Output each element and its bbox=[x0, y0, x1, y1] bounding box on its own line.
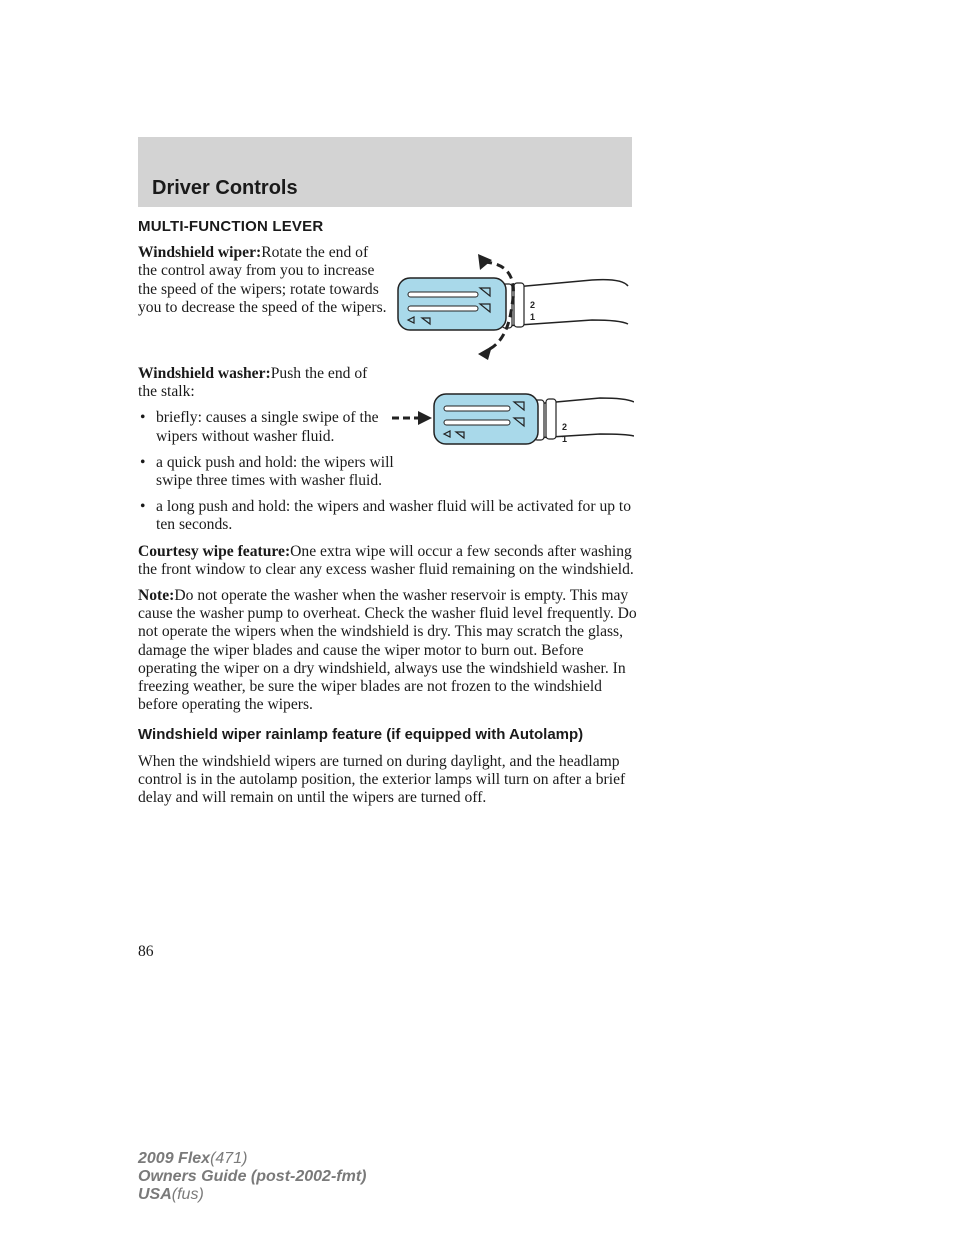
washer-bullet-list bbox=[138, 409, 638, 534]
note-label: Note: bbox=[138, 587, 175, 605]
footer bbox=[138, 1150, 366, 1204]
speed-mark-1: 1 bbox=[530, 312, 536, 322]
courtesy-paragraph bbox=[138, 543, 638, 579]
page-number: 86 bbox=[138, 943, 154, 960]
header-band bbox=[138, 137, 632, 207]
wiper-paragraph bbox=[138, 244, 388, 317]
washer-paragraph bbox=[138, 365, 388, 401]
note-paragraph bbox=[138, 587, 638, 714]
list-item: • a quick push and hold: the wipers will swipe three times with washer fluid. bbox=[140, 453, 394, 490]
speed-mark-2-push: 2 bbox=[562, 422, 568, 432]
note-text: Do not operate the washer when the washer reservoir is empty. This may cause the washer pump to overheat. Check the washer fluid level frequently. Do not operate the wipers when the windshield is dry. This may scratch the glass, damage the wiper blades and cause the wiper motor to burn out. Before operating the wiper on a dry windshield, always use the windshield washer. In freezing weather, be sure the wiper blades are not frozen to the windshield before operating the wipers. bbox=[138, 587, 637, 714]
footer-code: (471) bbox=[210, 1150, 248, 1167]
footer-region-code: (fus) bbox=[171, 1186, 204, 1203]
footer-model: 2009 Flex bbox=[138, 1150, 211, 1167]
rainlamp-heading: Windshield wiper rainlamp feature (if equipped with Autolamp) bbox=[138, 726, 584, 744]
rainlamp-paragraph: When the windshield wipers are turned on during daylight, and the headlamp control is in the autolamp position, the exterior lamps will turn on after a brief delay and will remain on until the wipers are turned off. bbox=[138, 752, 626, 807]
washer-label: Windshield washer: bbox=[138, 365, 271, 383]
courtesy-text: One extra wipe will occur a few seconds after washing the front window to clear any excess washer fluid remaining on the windshield. bbox=[138, 542, 634, 578]
speed-mark-1-push: 1 bbox=[562, 434, 568, 444]
page-header-title: Driver Controls bbox=[152, 177, 298, 199]
list-item: • briefly: causes a single swipe of the wipers without washer fluid. bbox=[140, 409, 379, 445]
section-title: MULTI-FUNCTION LEVER bbox=[138, 218, 324, 235]
speed-mark-2: 2 bbox=[530, 300, 536, 310]
courtesy-label: Courtesy wipe feature: bbox=[138, 542, 291, 560]
list-item: • a long push and hold: the wipers and washer fluid will be activated for up to ten seconds. bbox=[140, 498, 632, 534]
washer-text: Push the end of the stalk: bbox=[138, 365, 368, 401]
wiper-label: Windshield wiper: bbox=[138, 244, 262, 262]
wiper-text: Rotate the end of the control away from you to increase the speed of the wipers; rotate towards you to decrease the speed of the wipers. bbox=[138, 244, 387, 316]
page-content bbox=[138, 218, 638, 815]
footer-guide: Owners Guide (post-2002-fmt) bbox=[138, 1168, 367, 1185]
footer-region: USA bbox=[138, 1186, 172, 1203]
